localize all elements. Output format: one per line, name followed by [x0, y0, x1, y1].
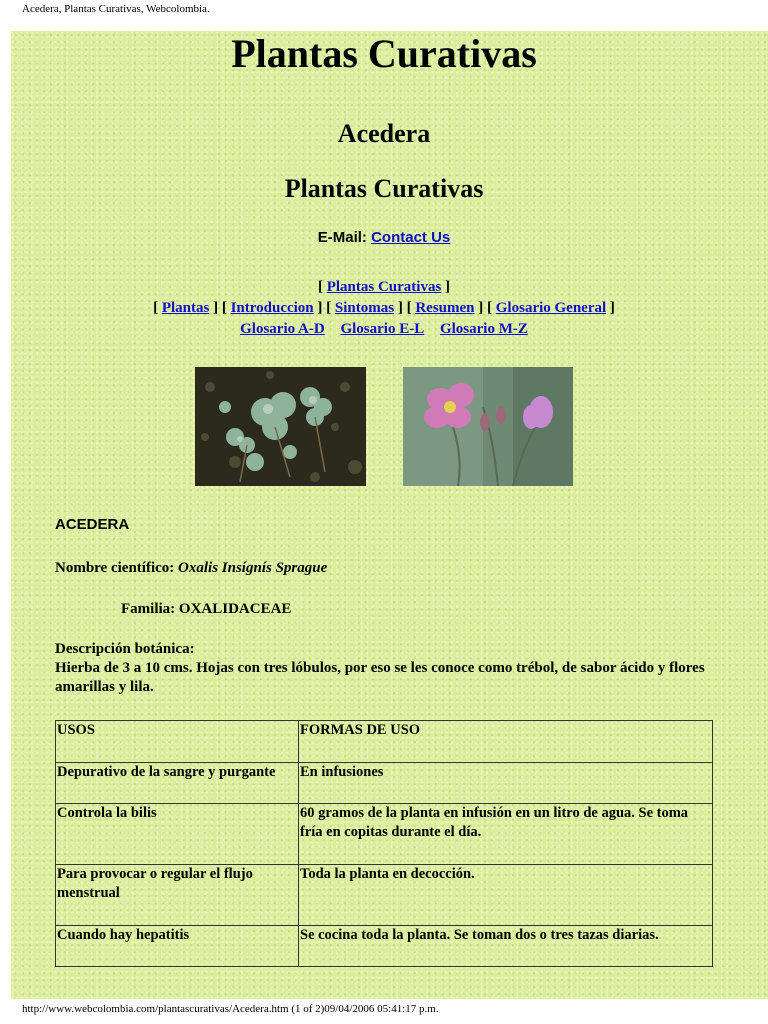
table-header-usos: USOS: [56, 721, 299, 763]
description: [55, 640, 715, 697]
scientific-name-label: Nombre científico:: [55, 560, 175, 576]
nav-link-introduccion[interactable]: Introduccion: [230, 300, 314, 316]
page-heading: Acedera: [337, 119, 431, 148]
nav-link-glosario-a-d[interactable]: Glosario A-D: [240, 321, 325, 337]
email-label: E-Mail:: [317, 229, 367, 246]
table-cell-form: Toda la planta en decocción.: [299, 865, 713, 926]
nav-row-3: [0, 319, 768, 339]
table-row: [56, 865, 713, 926]
nav-link-glosario-e-l[interactable]: Glosario E-L: [340, 321, 425, 337]
uses-table: [55, 720, 713, 967]
contact-us-link[interactable]: Contact Us: [371, 229, 451, 246]
table-cell-use: Cuando hay hepatitis: [56, 926, 299, 967]
nav-row-1: [ Plantas Curativas ]: [317, 279, 451, 295]
email-line: [0, 229, 768, 246]
scientific-name: [55, 559, 715, 578]
table-row: [56, 926, 713, 967]
nav-link-glosario-general[interactable]: Glosario General: [495, 300, 607, 316]
table-cell-use: Para provocar o regular el flujo menstrual: [56, 865, 299, 926]
print-header: Acedera, Plantas Curativas, Webcolombia.: [22, 3, 210, 15]
plant-leaves-photo: [195, 367, 366, 486]
table-header-row: [56, 721, 713, 763]
table-row: [56, 804, 713, 865]
print-footer: http://www.webcolombia.com/plantascurativas/Acedera.htm (1 of 2)09/04/2006 05:41:17 p.m.: [22, 1003, 439, 1015]
table-row: [56, 763, 713, 804]
site-title: Plantas Curativas: [231, 31, 537, 76]
table-header-formas: FORMAS DE USO: [299, 721, 713, 763]
nav-link-plantas[interactable]: Plantas: [161, 300, 210, 316]
description-label: Descripción botánica:: [55, 641, 195, 657]
nav-row-2: [ Plantas ] [ Introduccion ] [ Sintomas ] [ Resumen ] [ Glosario General ]: [153, 300, 615, 316]
table-cell-form: 60 gramos de la planta en infusión en un litro de agua. Se toma fría en copitas durante el día.: [299, 804, 713, 865]
family: Familia: OXALIDACEAE: [121, 601, 292, 617]
plant-flowers-photo: [403, 367, 573, 486]
table-cell-use: Depurativo de la sangre y purgante: [56, 763, 299, 804]
page-subheading: Plantas Curativas: [284, 174, 484, 203]
table-cell-form: En infusiones: [299, 763, 713, 804]
description-text: Hierba de 3 a 10 cms. Hojas con tres lóbulos, por eso se les conoce como trébol, de sabor ácido y flores amarillas y lila.: [55, 660, 705, 695]
nav-link-glosario-m-z[interactable]: Glosario M-Z: [439, 321, 528, 337]
nav-link-resumen[interactable]: Resumen: [415, 300, 475, 316]
nav-link-plantas-curativas[interactable]: Plantas Curativas: [326, 279, 442, 295]
table-cell-form: Se cocina toda la planta. Se toman dos o tres tazas diarias.: [299, 926, 713, 967]
table-cell-use: Controla la bilis: [56, 804, 299, 865]
nav-link-sintomas[interactable]: Sintomas: [334, 300, 395, 316]
scientific-name-value: Oxalis Insígnís Sprague: [178, 560, 328, 576]
section-title: ACEDERA: [55, 516, 130, 533]
